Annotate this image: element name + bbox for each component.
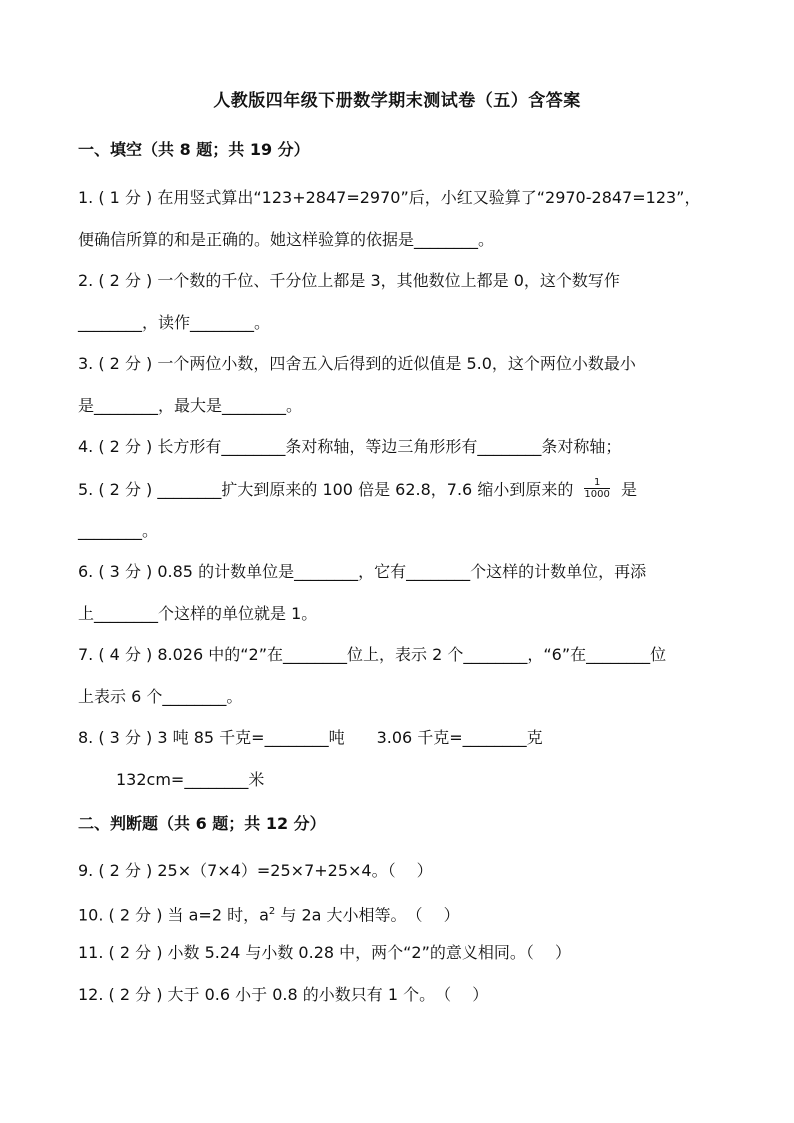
question-2-line-2: ________，读作________。 <box>78 313 271 332</box>
question-5-text-before: 5. ( 2 分 ) ________扩大到原来的 100 倍是 62.8，7.6 缩小到原来的 <box>78 480 574 499</box>
section-heading-true-false: 二、判断题（共 6 题；共 12 分） <box>78 814 326 833</box>
question-3-line-2: 是________，最大是________。 <box>78 396 303 415</box>
fraction-one-thousandth <box>584 477 609 500</box>
question-2-line-1: 2. ( 2 分 ) 一个数的千位、千分位上都是 3，其他数位上都是 0，这个数写作 <box>78 271 620 290</box>
question-6-line-2: 上________个这样的单位就是 1。 <box>78 604 318 623</box>
question-12: 12. ( 2 分 ) 大于 0.6 小于 0.8 的小数只有 1 个。 （ ） <box>78 985 489 1004</box>
question-10-text-before: 10. ( 2 分 ) 当 a=2 时，a <box>78 905 269 925</box>
question-10 <box>78 902 732 925</box>
question-8-line-2: 132cm=________米 <box>116 770 265 789</box>
section-heading-fill-blank: 一、填空（共 8 题；共 19 分） <box>78 140 310 159</box>
question-1-line-1: 1. ( 1 分 ) 在用竖式算出“123+2847=2970”后，小红又验算了“2970-2847=123”， <box>78 188 701 207</box>
question-7-line-2: 上表示 6 个________。 <box>78 687 243 706</box>
question-7-line-1: 7. ( 4 分 ) 8.026 中的“2”在________位上，表示 2 个________，“6”在________位 <box>78 645 667 664</box>
question-1-line-2: 便确信所算的和是正确的。她这样验算的依据是________。 <box>78 230 495 249</box>
question-6-line-1: 6. ( 3 分 ) 0.85 的计数单位是________，它有________个这样的计数单位，再添 <box>78 562 647 581</box>
question-10-text-after: 与 2a 大小相等。 （ ） <box>275 905 460 925</box>
question-5-line-1 <box>78 479 732 502</box>
question-9: 9. ( 2 分 ) 25×（7×4）=25×7+25×4。（ ） <box>78 861 433 880</box>
question-5-text-after: 是 <box>620 480 637 499</box>
fraction-numerator: 1 <box>584 477 609 489</box>
exponent: 2 <box>268 906 276 917</box>
question-11: 11. ( 2 分 ) 小数 5.24 与小数 0.28 中，两个“2”的意义相同。（ ） <box>78 943 571 962</box>
question-4-line-1: 4. ( 2 分 ) 长方形有________条对称轴，等边三角形形有________条对称轴； <box>78 437 622 456</box>
question-8-line-1: 8. ( 3 分 ) 3 吨 85 千克=________吨 3.06 千克=________克 <box>78 728 543 747</box>
fraction-denominator: 1000 <box>584 489 610 500</box>
question-3-line-1: 3. ( 2 分 ) 一个两位小数，四舍五入后得到的近似值是 5.0，这个两位小数最小 <box>78 354 636 373</box>
question-5-line-2: ________。 <box>78 521 159 540</box>
page-title: 人教版四年级下册数学期末测试卷（五）含答案 <box>213 91 581 111</box>
